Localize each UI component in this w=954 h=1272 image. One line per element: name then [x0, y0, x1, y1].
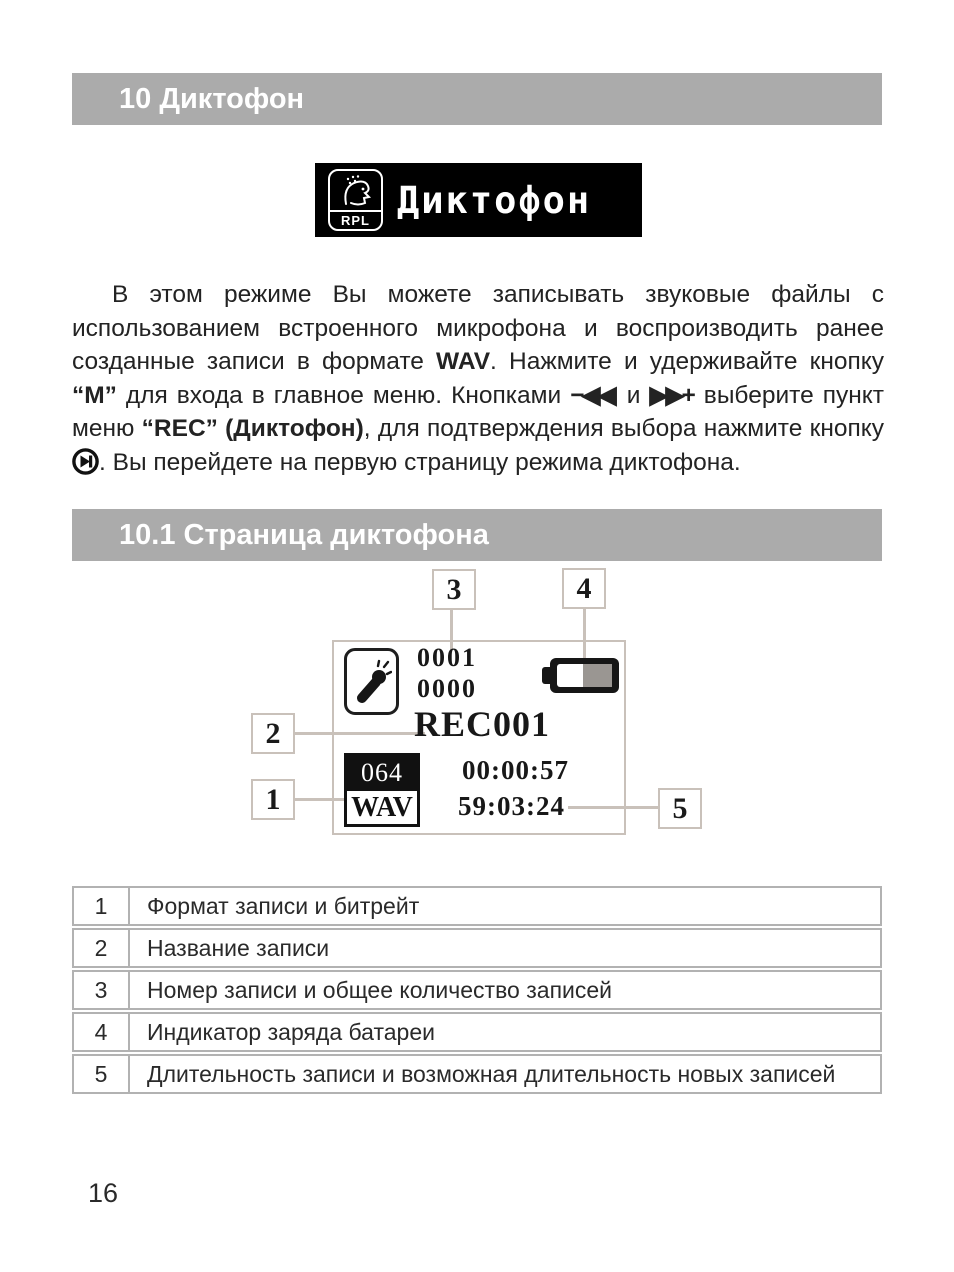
callout-box-5: 5 [658, 788, 702, 829]
elapsed-time: 00:00:57 [462, 755, 569, 785]
section-header-10-1 [72, 509, 882, 561]
file-index: 0001 [417, 643, 477, 672]
row-number: 4 [74, 1014, 130, 1050]
row-number: 2 [74, 930, 130, 966]
play-button-icon [72, 448, 99, 475]
microphone-icon [344, 648, 399, 715]
callout-box-3: 3 [432, 569, 476, 610]
row-description: Название записи [147, 934, 330, 961]
record-name: REC001 [414, 704, 551, 744]
bitrate-value: 064 [347, 756, 417, 791]
row-description: Номер записи и общее количество записей [147, 976, 613, 1003]
row-description: Формат записи и битрейт [147, 892, 420, 919]
file-total: 0000 [417, 674, 477, 703]
table-row [72, 970, 882, 1010]
record-playback-icon [328, 169, 383, 231]
row-number: 3 [74, 972, 130, 1008]
row-description: Длительность записи и возможная длительность новых записей [147, 1060, 836, 1087]
available-time: 59:03:24 [458, 791, 565, 821]
table-row [72, 886, 882, 926]
paragraph-text: В этом режиме Вы можете записывать звуковые файлы с использованием встроенного микрофона и воспроизводить ранее созданные записи в формате [72, 281, 884, 376]
paragraph-text: выберите пункт меню [72, 381, 884, 443]
table-row [72, 1054, 882, 1094]
paragraph-text: . Нажмите и удерживайте кнопку [490, 348, 884, 376]
row-number: 1 [74, 888, 130, 924]
section-header-10 [72, 73, 882, 125]
battery-icon [542, 658, 619, 693]
intro-paragraph [72, 278, 884, 480]
page-number: 16 [88, 1178, 119, 1208]
file-counter [417, 642, 477, 704]
recorder-screen-diagram [0, 565, 954, 867]
m-button-text: “М” [72, 381, 117, 409]
row-number: 5 [74, 1056, 130, 1092]
legend-table [72, 886, 882, 1096]
section-title: 10.1 Страница диктофона [119, 519, 489, 551]
speaking-head-icon [330, 171, 381, 210]
battery-level-segment [557, 664, 583, 687]
callout-box-4: 4 [562, 568, 606, 609]
paragraph-text: . Вы перейдете на первую страницу режима диктофона. [99, 448, 741, 476]
wav-format-text: WAV [436, 348, 491, 376]
rec-menu-text: “REC” (Диктофон) [141, 415, 364, 443]
format-value: WAV [351, 792, 413, 823]
callout-box-1: 1 [251, 779, 295, 820]
callout-box-2: 2 [251, 713, 295, 754]
rpl-label: RPL [330, 210, 381, 229]
format-bitrate-box [344, 753, 420, 827]
paragraph-text: , для подтверждения выбора нажмите кнопку [363, 415, 885, 443]
section-title: 10 Диктофон [119, 83, 305, 115]
banner-title: Диктофон [397, 178, 592, 222]
mode-banner [315, 163, 642, 237]
row-description: Индикатор заряда батареи [147, 1018, 435, 1045]
rewind-button-icon: −◀◀ [570, 381, 614, 409]
paragraph-text: и [617, 381, 650, 409]
fast-forward-button-icon: ▶▶+ [649, 381, 691, 409]
battery-empty-segment [583, 664, 612, 687]
paragraph-text: для входа в главное меню. Кнопками [116, 381, 571, 409]
table-row [72, 1012, 882, 1052]
table-row [72, 928, 882, 968]
